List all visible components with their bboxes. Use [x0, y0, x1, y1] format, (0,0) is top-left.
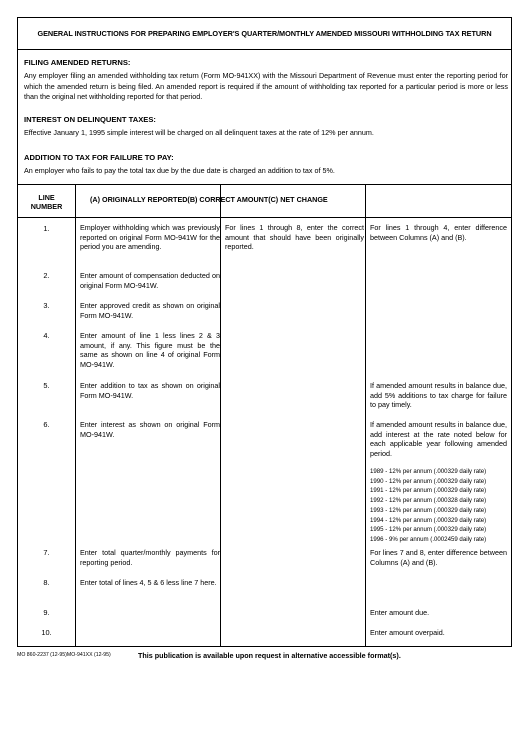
- column-c-text: Enter amount due.: [370, 608, 430, 617]
- column-c-text: If amended amount results in balance due, add interest at the rate noted below for each applicable year following amended period.: [370, 420, 507, 458]
- rate-line: 1992 - 12% per annum (.000328 daily rate): [370, 497, 487, 505]
- column-a-text: Enter addition to tax as shown on original Form MO-941W.: [80, 381, 220, 400]
- line-number: 9.: [43, 608, 50, 617]
- column-a-text: Employer withholding which was previously reported on original Form MO-941W for the period you are amending.: [80, 223, 220, 252]
- rate-line: 1993 - 12% per annum (.000329 daily rate): [370, 506, 487, 514]
- rate-line: 1994 - 12% per annum (.000329 daily rate): [370, 516, 487, 524]
- rate-line: 1991 - 12% per annum (.000329 daily rate): [370, 487, 487, 495]
- line-number: 10.: [41, 628, 52, 637]
- line-number: 2.: [43, 271, 50, 280]
- header-columns: (A) ORIGINALLY REPORTED(B) CORRECT AMOUNT(C) NET CHANGE: [90, 195, 328, 204]
- section-heading: ADDITION TO TAX FOR FAILURE TO PAY:: [24, 153, 174, 162]
- column-a-text: Enter approved credit as shown on original Form MO-941W.: [80, 301, 220, 320]
- line-number: 8.: [43, 578, 50, 587]
- rate-line: 1996 - 9% per annum (.0002459 daily rate): [370, 535, 487, 543]
- section-body: Any employer filing an amended withholding tax return (Form MO-941XX) with the Missouri Department of Revenue must enter the reporting period for which the amended return is being filed. An amended report is required if the amount of withholding tax reported for a particular period is more or less than the original net withholding reported for that period.: [24, 71, 508, 102]
- line-number: 7.: [43, 548, 50, 557]
- column-a-text: Enter interest as shown on original Form MO-941W.: [80, 420, 220, 439]
- instructions-table: [18, 184, 511, 647]
- column-c-text: For lines 1 through 4, enter difference between Columns (A) and (B).: [370, 223, 507, 242]
- line-number: 3.: [43, 301, 50, 310]
- accessibility-notice: This publication is available upon request in alternative accessible format(s).: [138, 651, 401, 660]
- rate-line: 1995 - 12% per annum (.000329 daily rate): [370, 526, 487, 534]
- rate-line: 1990 - 12% per annum (.000329 daily rate): [370, 477, 487, 485]
- form-identifier: MO 860-2237 (12-95)MO-941XX (12-95): [17, 652, 111, 658]
- line-number: 6.: [43, 420, 50, 429]
- line-number: 1.: [43, 224, 50, 233]
- instructions-page: [17, 17, 512, 647]
- section-filing-amended-returns: [24, 58, 508, 103]
- column-b-text: For lines 1 through 8, enter the correct amount that should have been originally reported.: [225, 223, 364, 252]
- header-line-number: LINE NUMBER: [30, 193, 63, 211]
- column-a-text: Enter amount of compensation deducted on original Form MO-941W.: [80, 271, 220, 290]
- column-a-text: Enter amount of line 1 less lines 2 & 3 amount, if any. This figure must be the same as shown on line 4 of original Form MO-941W.: [80, 331, 220, 369]
- column-c-text: For lines 7 and 8, enter difference between Columns (A) and (B).: [370, 548, 507, 567]
- section-interest-delinquent: [24, 115, 508, 139]
- interest-rate-list: [370, 467, 507, 545]
- section-body: An employer who fails to pay the total tax due by the due date is charged an addition to tax of 5%.: [24, 166, 335, 175]
- document-title: GENERAL INSTRUCTIONS FOR PREPARING EMPLOYER'S QUARTER/MONTHLY AMENDED MISSOURI WITHHOLDING TAX RETURN: [18, 18, 511, 50]
- section-heading: INTEREST ON DELINQUENT TAXES:: [24, 115, 156, 124]
- line-number: 4.: [43, 331, 50, 340]
- column-c-text: Enter amount overpaid.: [370, 628, 445, 637]
- section-addition-to-tax: [24, 153, 508, 177]
- section-body: Effective January 1, 1995 simple interest will be charged on all delinquent taxes at the rate of 12% per annum.: [24, 128, 374, 137]
- column-c-text: If amended amount results in balance due, add 5% additions to tax charge for failure to pay timely.: [370, 381, 507, 410]
- line-number: 5.: [43, 381, 50, 390]
- section-heading: FILING AMENDED RETURNS:: [24, 58, 131, 67]
- column-a-text: Enter total of lines 4, 5 & 6 less line 7 here.: [80, 578, 217, 587]
- column-a-text: Enter total quarter/monthly payments for reporting period.: [80, 548, 220, 567]
- rate-line: 1989 - 12% per annum (.000329 daily rate): [370, 468, 487, 475]
